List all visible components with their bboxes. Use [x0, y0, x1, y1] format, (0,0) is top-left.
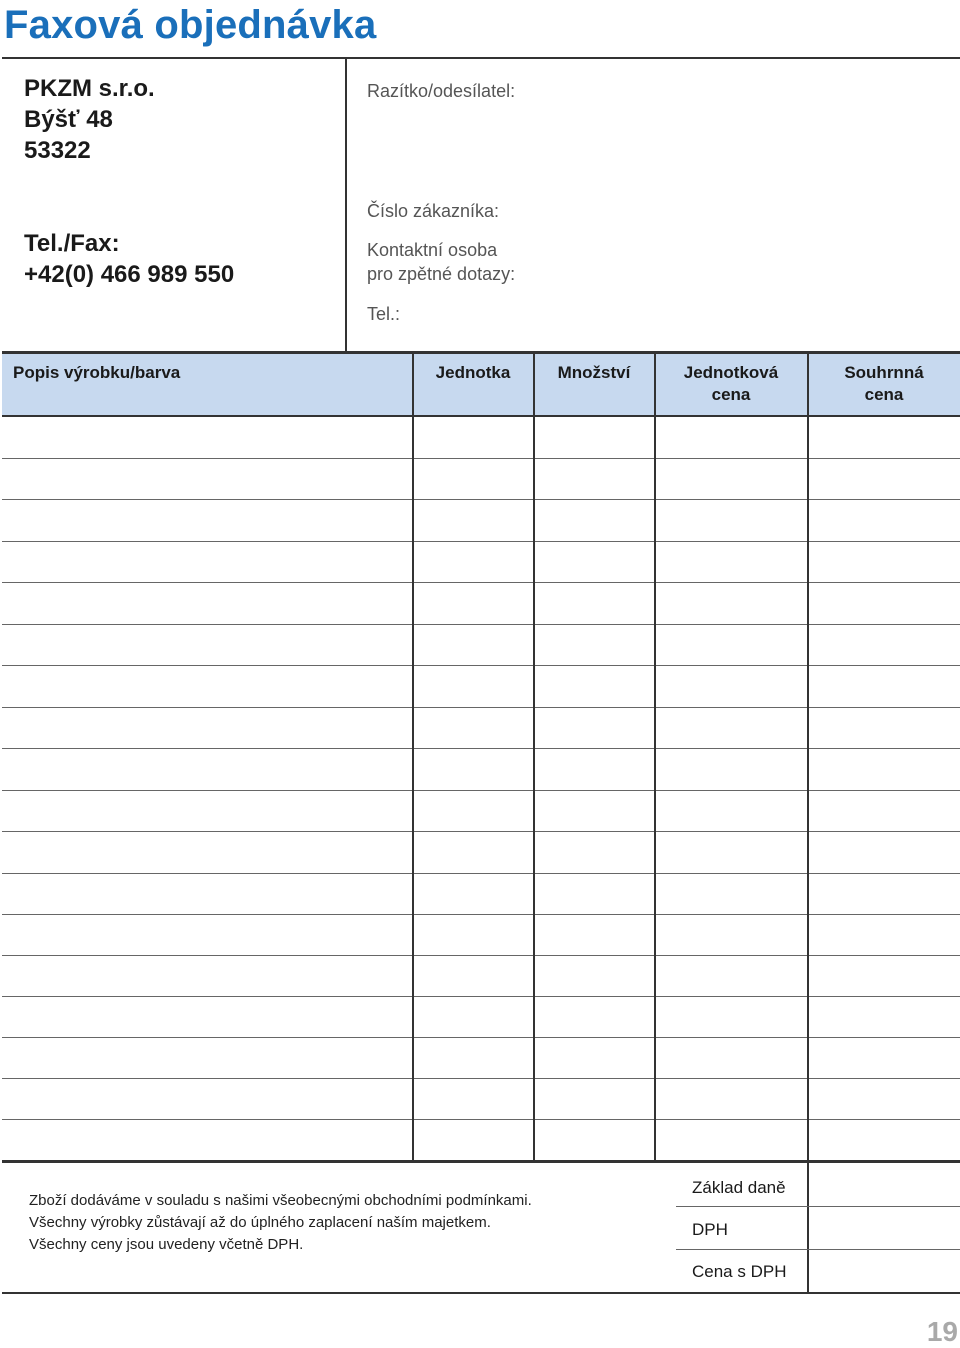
- header-unit-price-line1: Jednotková: [683, 363, 779, 382]
- contact-person-label-1: Kontaktní osoba: [367, 240, 498, 260]
- row-line: [2, 914, 960, 915]
- column-divider: [533, 351, 535, 1161]
- terms-note-3: Všechny ceny jsou uvedeny včetně DPH.: [29, 1236, 304, 1253]
- tax-base-label: Základ daně: [692, 1178, 786, 1197]
- row-line: [2, 541, 960, 542]
- header-total-price: [808, 362, 960, 406]
- company-street: Býšť 48: [24, 106, 113, 133]
- row-line: [2, 458, 960, 459]
- table-header-rule: [2, 415, 960, 417]
- header-total-price-line2: cena: [864, 385, 904, 404]
- header-description: Popis výrobku/barva: [13, 363, 181, 382]
- row-line: [2, 748, 960, 749]
- bottom-rule: [2, 1292, 960, 1294]
- tel-field-label: Tel.:: [367, 304, 401, 324]
- row-line: [2, 873, 960, 874]
- column-divider: [412, 351, 414, 1161]
- column-divider: [807, 351, 809, 1161]
- tel-fax-label: Tel./Fax:: [24, 230, 120, 257]
- summary-divider: [807, 1163, 809, 1293]
- terms-notes: [29, 1190, 532, 1256]
- company-address: [24, 73, 155, 166]
- row-line: [2, 624, 960, 625]
- terms-note-2: Všechny výrobky zůstávají až do úplného zaplacení naším majetkem.: [29, 1214, 491, 1231]
- row-line: [2, 790, 960, 791]
- summary-row-line: [676, 1249, 960, 1250]
- header-divider: [345, 59, 347, 353]
- top-rule: [2, 57, 960, 59]
- table-top-rule: [2, 351, 960, 354]
- company-zip: 53322: [24, 137, 91, 164]
- contact-person-label-2: pro zpětné dotazy:: [367, 264, 516, 284]
- row-line: [2, 582, 960, 583]
- vat-label: DPH: [692, 1220, 728, 1239]
- column-divider: [654, 351, 656, 1161]
- page-number: 19: [926, 1316, 958, 1347]
- row-line: [2, 996, 960, 997]
- header-quantity: Množství: [557, 363, 631, 382]
- customer-number-label: Číslo zákazníka:: [367, 201, 500, 221]
- header-unit: Jednotka: [435, 363, 511, 382]
- header-unit-price-line2: cena: [711, 385, 751, 404]
- company-name: PKZM s.r.o.: [24, 75, 155, 102]
- row-line: [2, 665, 960, 666]
- table-bottom-rule: [2, 1160, 960, 1163]
- header-total-price-line1: Souhrnná: [844, 363, 924, 382]
- row-line: [2, 1078, 960, 1079]
- page-title: Faxová objednávka: [4, 3, 377, 47]
- order-table: [2, 351, 960, 1163]
- row-line: [2, 1037, 960, 1038]
- header-unit-price: [655, 362, 807, 406]
- row-line: [2, 707, 960, 708]
- terms-note-1: Zboží dodáváme v souladu s našimi všeobecnými obchodními podmínkami.: [29, 1192, 532, 1209]
- company-contact: [24, 228, 234, 290]
- stamp-field-label: Razítko/odesílatel:: [367, 81, 516, 101]
- summary-row-line: [676, 1206, 960, 1207]
- row-line: [2, 499, 960, 500]
- row-line: [2, 831, 960, 832]
- total-with-vat-label: Cena s DPH: [692, 1262, 787, 1281]
- tel-fax-value: +42(0) 466 989 550: [24, 261, 235, 288]
- row-line: [2, 1119, 960, 1120]
- row-line: [2, 955, 960, 956]
